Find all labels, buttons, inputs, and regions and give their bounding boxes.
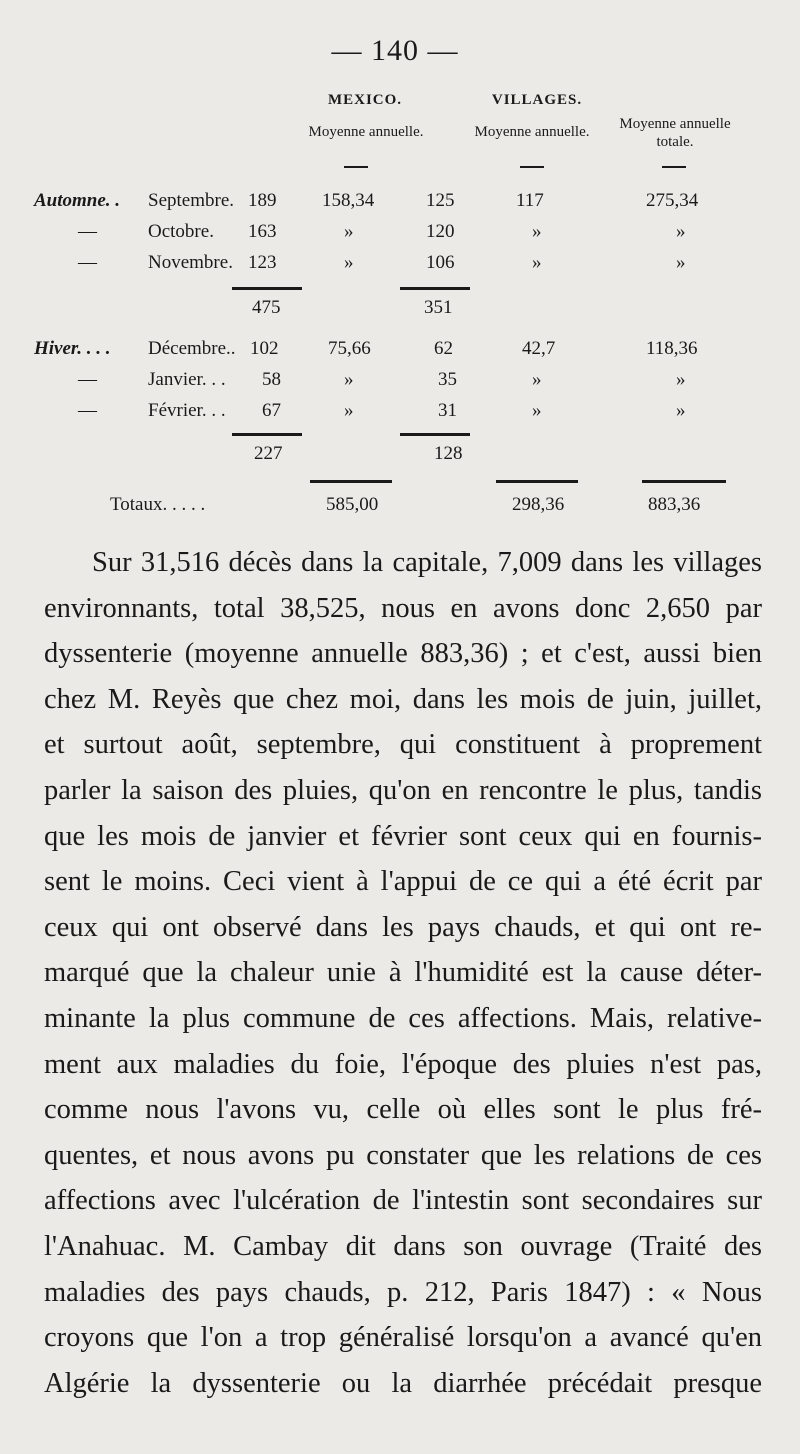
- text-line: parler la saison des pluies, qu'on en rencontre le plus, tandis: [44, 774, 762, 806]
- text-line: comme nous l'avons vu, celle où elles sont le plus fré-: [44, 1094, 762, 1126]
- body-paragraph: [44, 540, 762, 1406]
- text-line: marqué que la chaleur unie à l'humidité est la cause déter-: [44, 957, 762, 989]
- text-line: sent le moins. Ceci vient à l'appui de ce qui a été écrit par: [44, 866, 762, 898]
- text-line: maladies des pays chauds, p. 212, Paris 1847) : « Nous: [44, 1276, 762, 1308]
- header-villages: VILLAGES.: [491, 92, 583, 108]
- totals-row: Totaux. . . . . 585,00 298,36 883,36: [110, 494, 701, 515]
- subtotal-winter-villages: 128: [434, 443, 463, 464]
- table-row: Hiver. . . . Décembre.. 102 75,66 62 42,7 118,36: [34, 338, 698, 359]
- table-row: Automne. . Septembre. 189 158,34 125 117 275,34: [34, 190, 699, 211]
- text-line: chez M. Reyès que chez moi, dans les mois de juin, juillet,: [44, 683, 762, 715]
- page-number: — 140 —: [331, 34, 459, 67]
- subtotal-rule: [400, 433, 470, 436]
- header-mexico: MEXICO.: [327, 92, 403, 108]
- totals-rule: [496, 480, 578, 483]
- text-line: l'Anahuac. M. Cambay dit dans son ouvrage (Traité des: [44, 1230, 762, 1262]
- text-line: ment aux maladies du foie, l'époque des pluies n'est pas,: [44, 1048, 762, 1080]
- subtotal-autumn-villages: 351: [424, 297, 453, 318]
- header-moyenne-villages: Moyenne annuelle.: [474, 124, 590, 140]
- text-line: quentes, et nous avons pu constater que les relations de ces: [44, 1139, 762, 1171]
- totals-rule: [310, 480, 392, 483]
- header-rule: [344, 166, 368, 168]
- header-rule: [662, 166, 686, 168]
- totals-rule: [642, 480, 726, 483]
- text-line: croyons que l'on a trop généralisé lorsqu'on a avancé qu'en: [44, 1322, 762, 1354]
- header-moyenne-totale-2: totale.: [656, 134, 694, 150]
- text-line: Algérie la dyssenterie ou la diarrhée précédait presque: [44, 1367, 762, 1399]
- subtotal-rule: [232, 433, 302, 436]
- text-line: affections avec l'ulcération de l'intestin sont secondaires sur: [44, 1185, 762, 1217]
- text-line: minante la plus commune de ces affections. Mais, relative-: [44, 1002, 762, 1034]
- header-moyenne-totale-1: Moyenne annuelle: [619, 116, 731, 132]
- text-line: environnants, total 38,525, nous en avons donc 2,650 par: [44, 592, 762, 624]
- table-row: — Février. . . 67 » 31 » »: [78, 400, 686, 421]
- header-moyenne-mexico: Moyenne annuelle.: [308, 124, 424, 140]
- text-line: Sur 31,516 décès dans la capitale, 7,009 dans les villages: [92, 547, 762, 578]
- text-line: dyssenterie (moyenne annuelle 883,36) ; et c'est, aussi bien: [44, 638, 762, 670]
- text-line: et surtout août, septembre, qui constituent à proprement: [44, 729, 762, 761]
- table-row: — Janvier. . . 58 » 35 » »: [78, 369, 686, 390]
- table-row: — Novembre. 123 » 106 » »: [78, 252, 686, 273]
- subtotal-rule: [400, 287, 470, 290]
- subtotal-rule: [232, 287, 302, 290]
- table-row: — Octobre. 163 » 120 » »: [78, 221, 686, 242]
- text-line: ceux qui ont observé dans les pays chauds, et qui ont re-: [44, 911, 762, 943]
- subtotal-autumn-mexico: 475: [252, 297, 281, 318]
- header-rule: [520, 166, 544, 168]
- text-line: que les mois de janvier et février sont ceux qui en fournis-: [44, 820, 762, 852]
- subtotal-winter-mexico: 227: [254, 443, 283, 464]
